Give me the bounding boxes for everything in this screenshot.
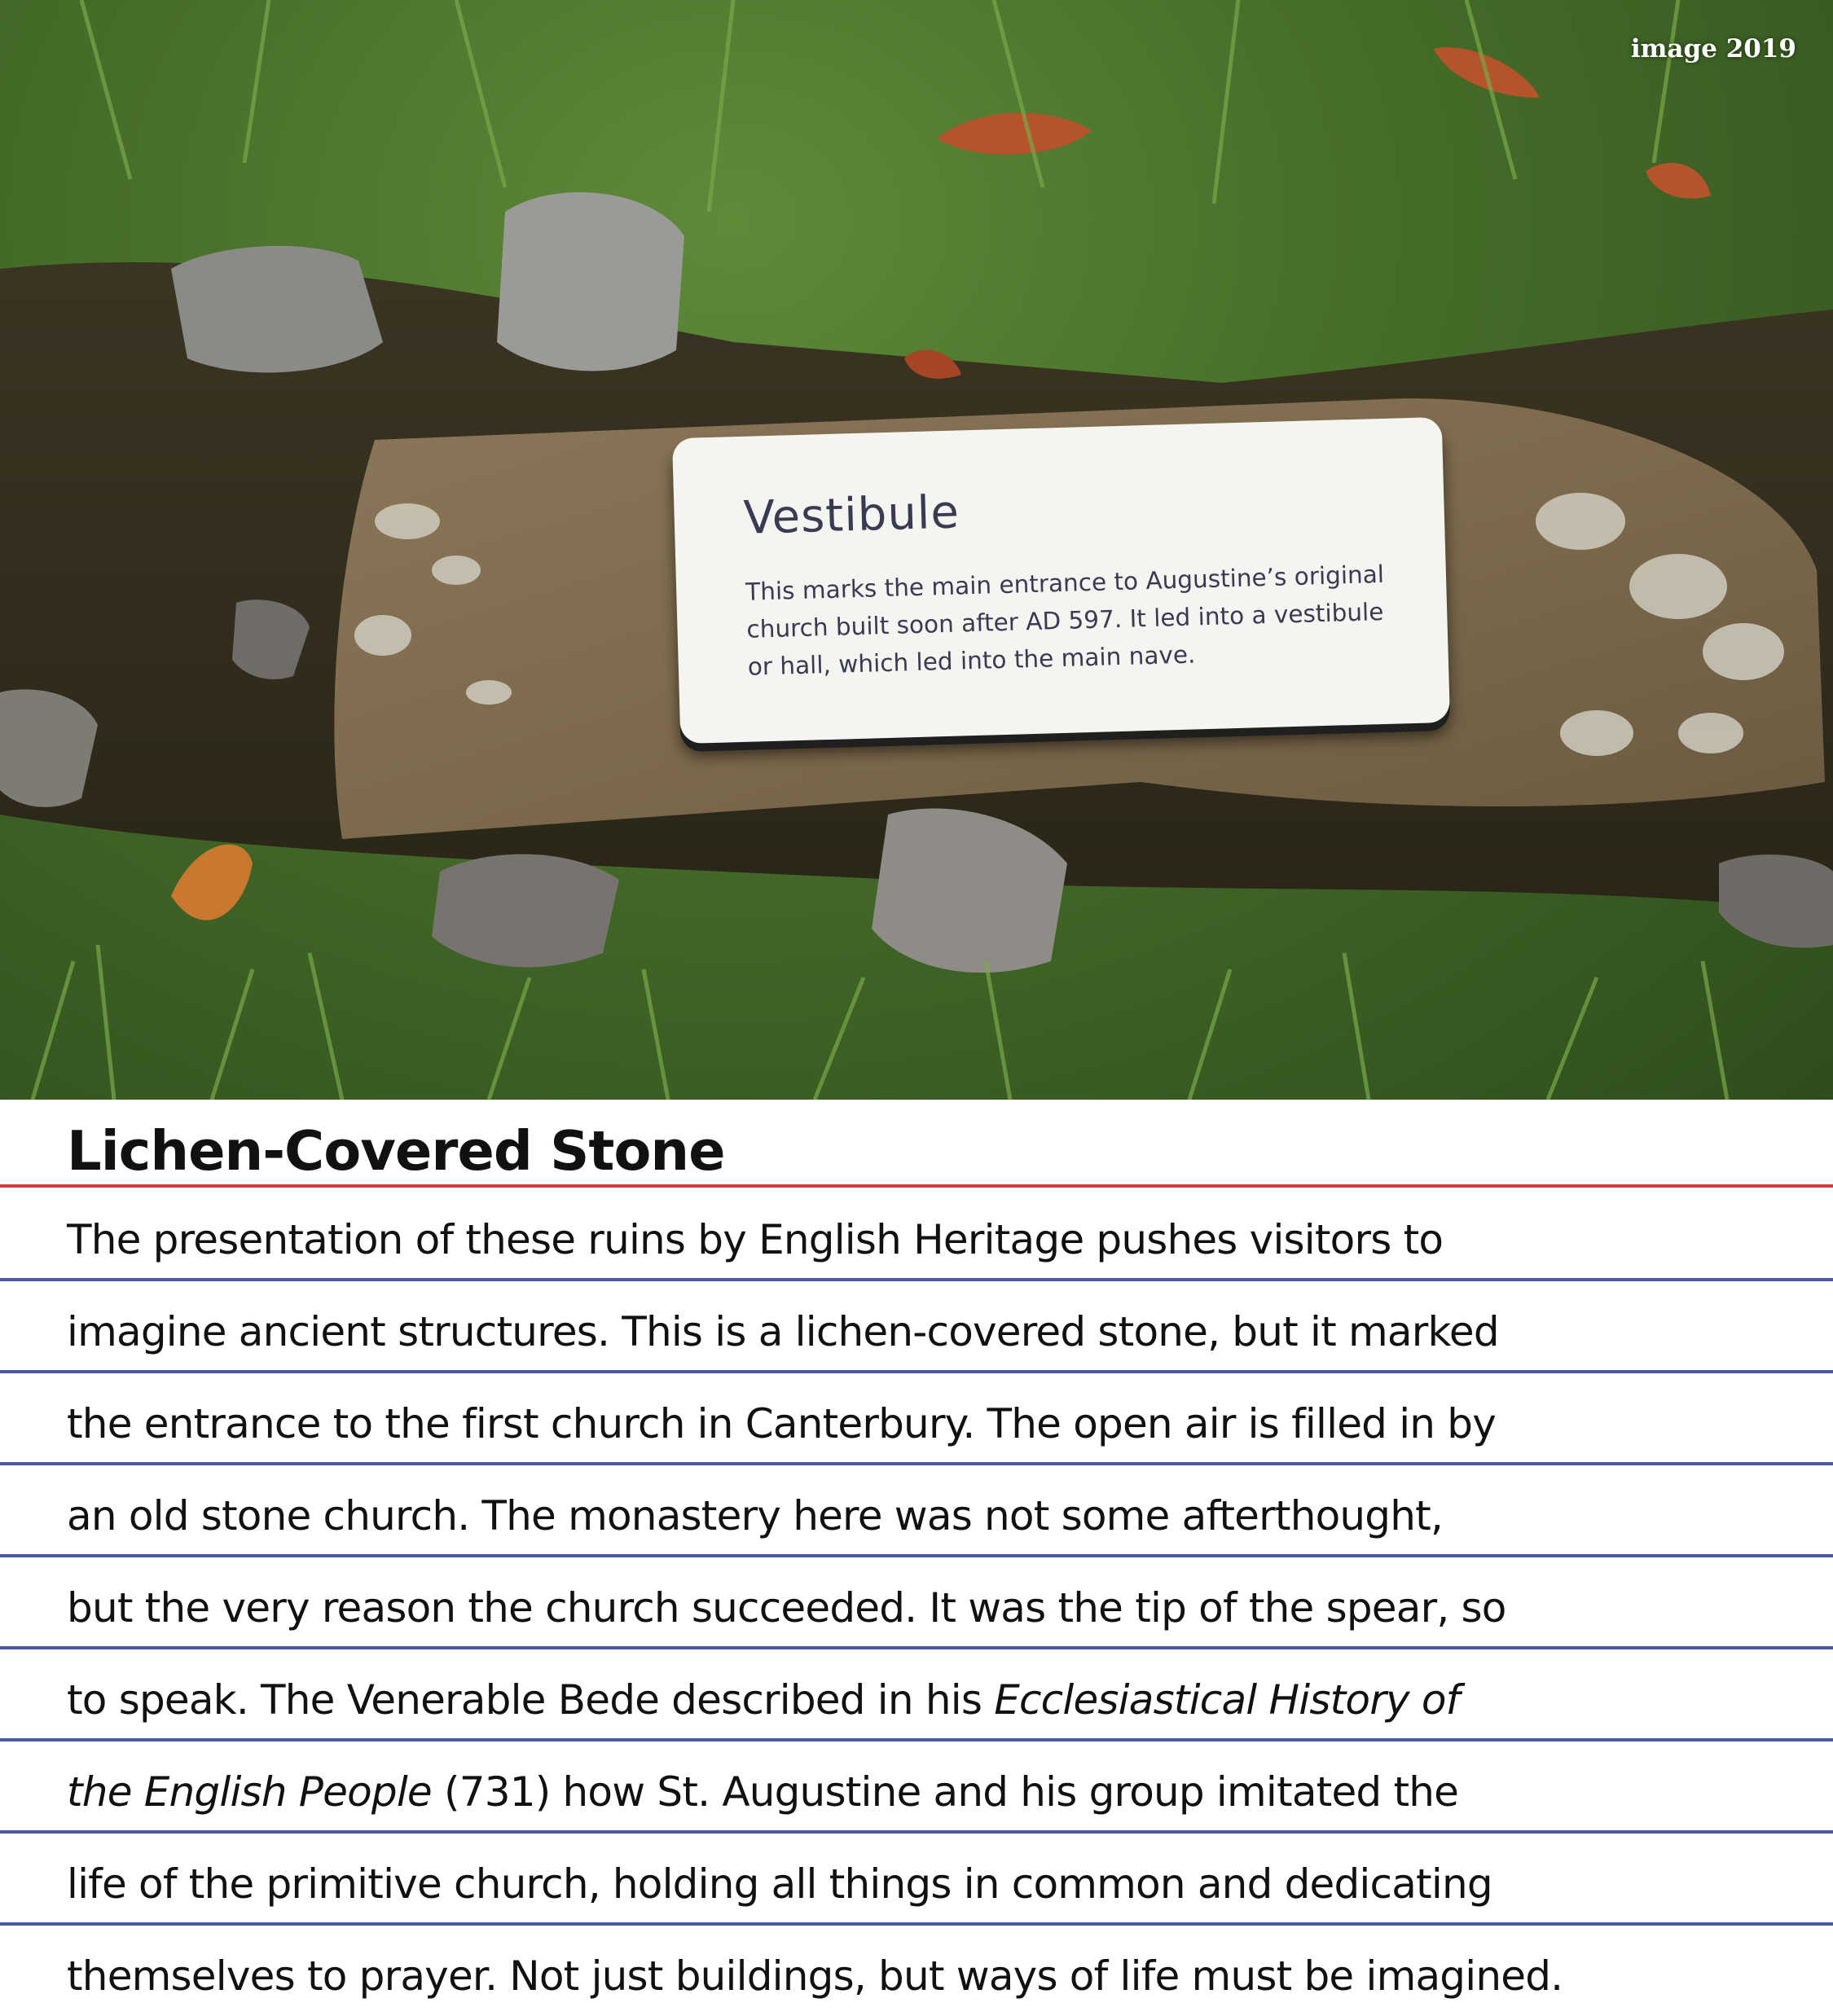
line-rule [0,1278,1833,1281]
body-line: the entrance to the first church in Canterbury. The open air is filled in by [67,1400,1496,1447]
book-title: Ecclesiastical History of [994,1676,1460,1724]
line-rule [0,1370,1833,1373]
body-line: life of the primitive church, holding all things in common and dedicating [67,1860,1492,1908]
heading-rule [0,1184,1833,1188]
body-line: The presentation of these ruins by English Heritage pushes visitors to [67,1216,1444,1263]
line-rule [0,1922,1833,1926]
line-rule [0,1738,1833,1741]
line-rule [0,1554,1833,1557]
vestibule-plaque [672,417,1450,744]
article-heading: Lichen-Covered Stone [67,1119,725,1183]
line-rule [0,1462,1833,1465]
line-rule [0,1830,1833,1834]
body-line: but the very reason the church succeeded. It was the tip of the spear, so [67,1584,1506,1632]
plaque-text: This marks the main entrance to Augustine’s original church built soon after AD 597. It led into a vestibule or hall, which led into the main nave. [745,560,1385,681]
body-line: themselves to prayer. Not just buildings, but ways of life must be imagined. [67,1952,1563,2000]
image-credit: image 2019 [1630,34,1796,64]
body-line: imagine ancient structures. This is a lichen-covered stone, but it marked [67,1308,1499,1355]
body-line: the English People (731) how St. Augustine and his group imitated the [67,1768,1459,1816]
plaque-title: Vestibule [742,485,960,545]
book-title: the English People [67,1768,432,1816]
line-rule [0,1646,1833,1649]
body-line: to speak. The Venerable Bede described in his Ecclesiastical History of [67,1676,1460,1724]
body-line: an old stone church. The monastery here was not some afterthought, [67,1492,1443,1539]
